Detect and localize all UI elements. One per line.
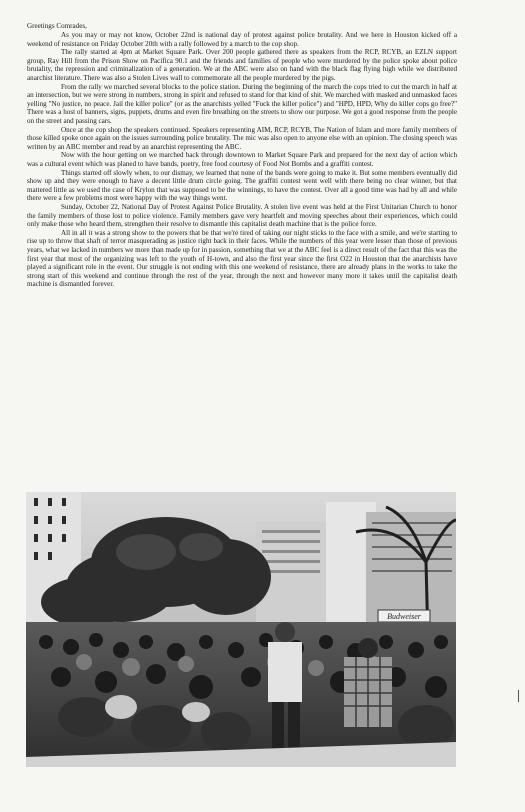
rally-crowd-photo [26,492,456,767]
paragraph: Sunday, October 22, National Day of Protest Against Police Brutality. A stolen live event was held at the First Unitarian Church to honor the family members of those lost to police violence. Family members gave very heartfelt and moving speeches about their experiences, which could only make those who heard them, strengthen their resolve to dismantle this capitalist death machine that is the police force. [27,202,457,229]
paragraph: Things started off slowly when, to our dismay, we learned that none of the bands were going to make it. But some members eventually did show up and they were enough to have a decent little drum circle going. The graffiti contest went well with there being no clear winner, but that mattered little as we used the case of Krylon that was supposed to be the winnings, to have the contest. Over all a good time was had by all and while there were a few problems most were happy with the way things went. [27,168,457,203]
paragraph: As you may or may not know, October 22nd is national day of protest against police brutality. And we here in Houston kicked off a weekend of resistance on Friday October 20th with a rally followed by a march to the cop shop. [27,31,457,48]
budweiser-sign: Budweiser [387,612,421,621]
article-body [27,22,457,289]
margin-mark [518,690,519,702]
paragraph: From the rally we marched several blocks to the police station. During the beginning of the march the cops tried to cut the march in half at an intersection, but we were strong in numbers, strong in spirit and refused to stand for that kind of shit. We marched with masked and unmasked faces yelling "No justice, no peace. Jail the killer police" (or as the anarchists yelled "Fuck the killer police") and "HPD, HPD, Why do killer cops go free?" There was a host of banners, signs, puppets, drums and even fire breathing on the streets to show our purpose. We got a good response from the people on the street and passing cars. [27,82,457,126]
greeting: Greetings Comrades, [27,22,87,30]
paragraph: All in all it was a strong show to the powers that be that we're tired of taking our night sticks to the face with a smile, and we're starting to rise up to throw that shaft of terror masquerading as justice right back in their faces. While the numbers of this year were lesser than those of previous years, what we lacked in numbers we more than made up for in passion, something that we at the ABC feel is a direct result of the fact that this was the first year that most of the organizing was left to the youth of H-town, and also the first year since the first O22 in Houston that the anarchists have played a significant role in the event. Our struggle is not ending with this one weekend of resistance, there are already plans in the works to take the strong start of this weekend and continue through the rest of the year, through the next and however many more it takes until the capitalist death machine is dismantled forever. [27,228,457,289]
paragraph: Once at the cop shop the speakers continued. Speakers representing AIM, RCP, RCYB, The Nation of Islam and more family members of those killed spoke once again on the issues surrounding police brutality. The mic was also open to anyone else with an opinion. The closing speech was written by an ABC member and read by an anarchist representing the ABC. [27,125,457,151]
paragraph: The rally started at 4pm at Market Square Park. Over 200 people gathered there as speakers from the RCP, RCYB, an EZLN support group, Ray Hill from the Prison Show on Pacifica 90.1 and the friends and families of people who were murdered by the police spoke about police brutality, the repression and criminalization of a generation. We at the ABC were also on hand with the black flag flying high while we distributed anarchist literature. There was also a Stolen Lives wall to commemorate all the people murdered by the pigs. [27,48,457,83]
paragraph: Now with the hour getting on we marched back through downtown to Market Square Park and prepared for the next day of action which was a cultural event which was planed to have bands, poetry, free food courtesy of Food Not Bombs and a graffiti contest. [27,151,457,168]
